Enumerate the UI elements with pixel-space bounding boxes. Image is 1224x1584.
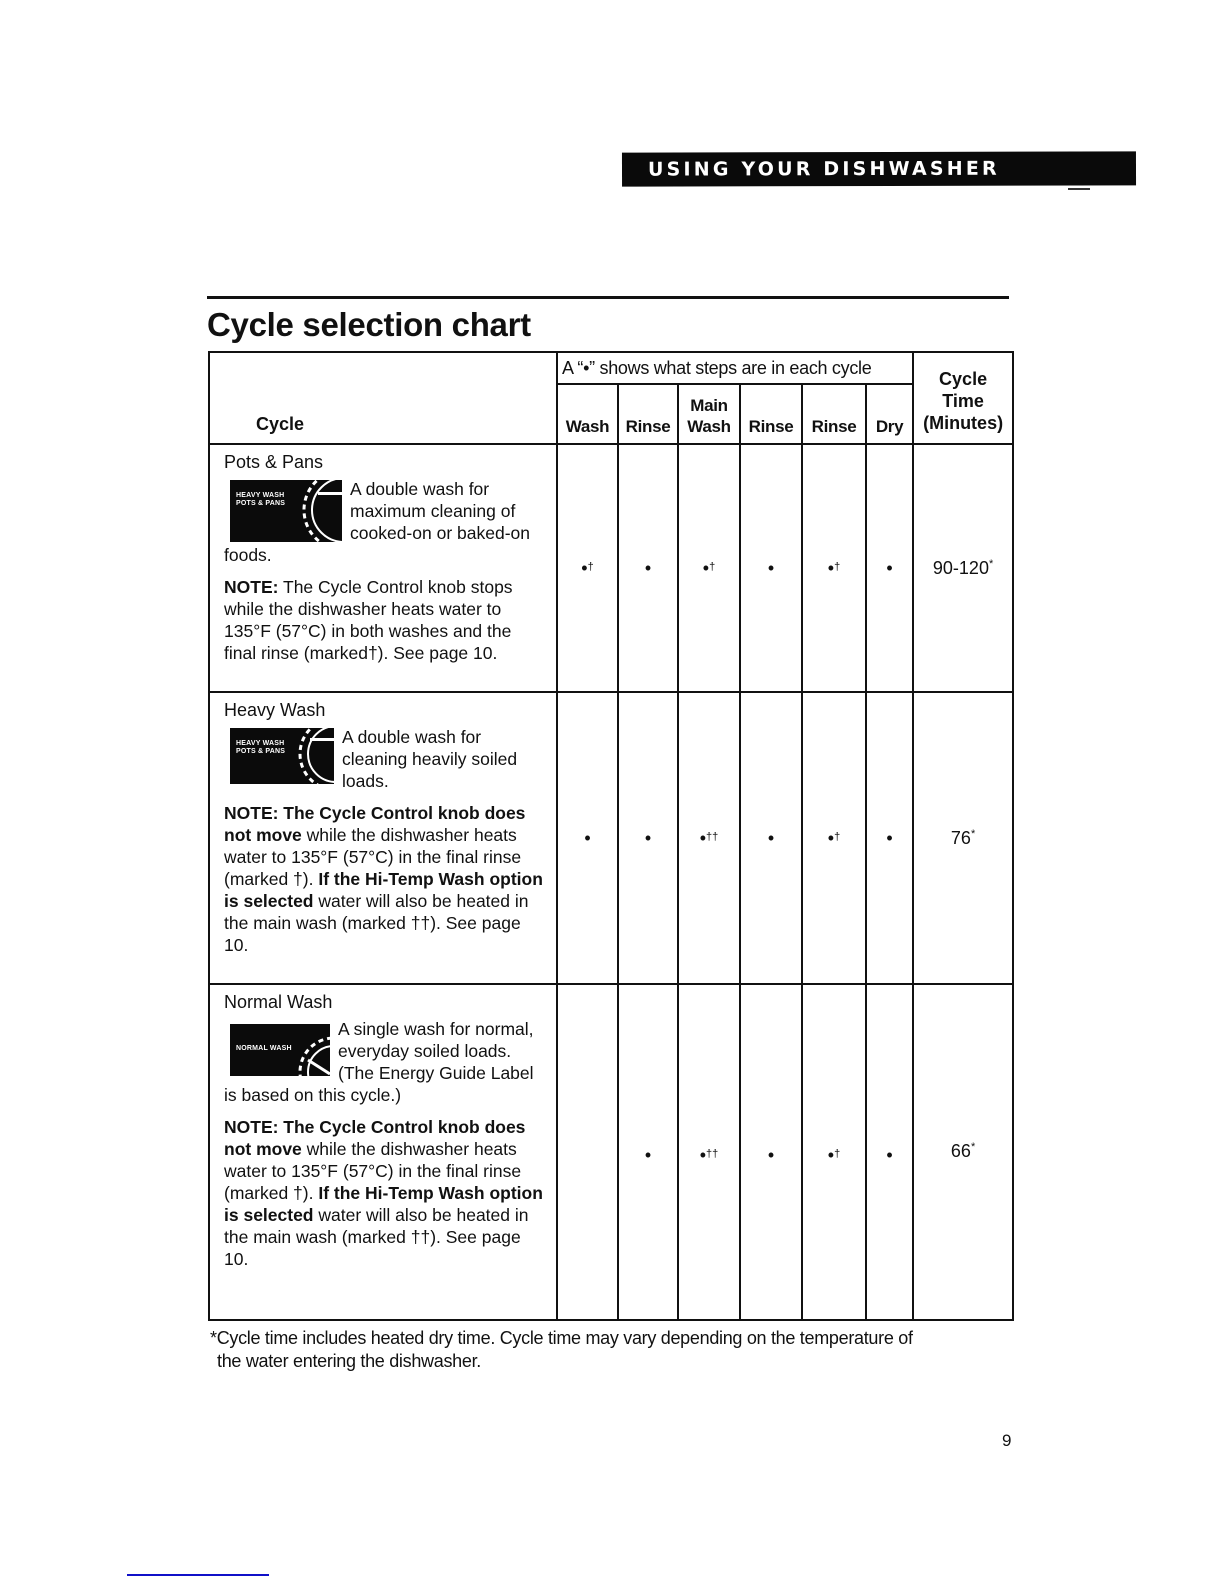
header-legend: A “•” shows what steps are in each cycle (557, 352, 913, 384)
title-rule (207, 296, 1009, 299)
step-mark (557, 984, 618, 1320)
step-mark: • (618, 692, 678, 984)
header-time-line3: (Minutes) (923, 413, 1004, 433)
step-mark: •† (557, 444, 618, 692)
step-mark: •†† (678, 692, 740, 984)
page-number: 9 (1002, 1431, 1012, 1450)
cycle-description-pots-pans (209, 444, 557, 692)
page-title: Cycle selection chart (207, 306, 531, 343)
footnote-line-2: the water entering the dishwasher. (217, 1351, 481, 1371)
header-time-line1: Cycle (939, 369, 988, 389)
header-step-rinse-1: Rinse (618, 384, 678, 444)
cycle-intro: A double wash for cleaning heavily soiled loads. (342, 727, 518, 791)
step-mark: •† (802, 692, 866, 984)
cycle-description-normal-wash (209, 984, 557, 1320)
step-mark: • (866, 444, 913, 692)
section-banner: USING YOUR DISHWASHER (622, 151, 1136, 186)
step-mark: • (740, 692, 802, 984)
header-step-dry: Dry (866, 384, 913, 444)
step-mark: • (618, 444, 678, 692)
decorative-dash (1068, 188, 1090, 190)
cycle-time-value: 66* (913, 984, 1013, 1320)
cycle-name: Heavy Wash (224, 700, 326, 720)
step-mark: •† (802, 444, 866, 692)
heavy-wash-dial-icon: HEAVY WASH POTS & PANS (230, 480, 342, 542)
step-mark: •†† (678, 984, 740, 1320)
step-mark: • (866, 984, 913, 1320)
cycle-note: NOTE: The Cycle Control knob does not move while the dishwasher heats water to 135°F (57°C) in the final rinse (marked †). If the Hi-Temp Wash option is selected water will also be heated in the main wash (marked ††). See page 10. (224, 1117, 543, 1269)
bottom-rule (127, 1574, 269, 1576)
cycle-time-value: 90-120* (913, 444, 1013, 692)
table-row (209, 444, 1013, 692)
step-mark: • (866, 692, 913, 984)
step-mark: • (740, 984, 802, 1320)
cycle-intro: A double wash for maximum cleaning of cooked-on or baked-on foods. (224, 479, 530, 565)
step-mark: •† (678, 444, 740, 692)
header-step-rinse-2: Rinse (740, 384, 802, 444)
table-row (209, 692, 1013, 984)
heavy-wash-dial-icon: HEAVY WASH POTS & PANS (230, 728, 334, 784)
step-mark: •† (802, 984, 866, 1320)
footnote (210, 1327, 1010, 1373)
header-cycle: Cycle (209, 352, 557, 444)
cycle-note: NOTE: The Cycle Control knob does not move while the dishwasher heats water to 135°F (57°C) in the final rinse (marked †). If the Hi-Temp Wash option is selected water will also be heated in the main wash (marked ††). See page 10. (224, 803, 543, 955)
cycle-selection-table (208, 351, 1014, 1321)
header-step-rinse-3: Rinse (802, 384, 866, 444)
cycle-time-value: 76* (913, 692, 1013, 984)
cycle-intro: A single wash for normal, everyday soiled loads. (The Energy Guide Label is based on this cycle.) (224, 1019, 534, 1105)
header-time-line2: Time (942, 391, 984, 411)
cycle-name: Pots & Pans (224, 452, 324, 472)
cycle-description-heavy-wash (209, 692, 557, 984)
table-header-row-1 (209, 352, 1013, 384)
normal-wash-dial-icon: NORMAL WASH (230, 1024, 330, 1076)
cycle-name: Normal Wash (224, 992, 333, 1012)
table-row (209, 984, 1013, 1320)
cycle-note: NOTE: The Cycle Control knob stops while the dishwasher heats water to 135°F (57°C) in both washes and the final rinse (marked†). See page 10. (224, 577, 513, 663)
step-mark: • (557, 692, 618, 984)
header-cycle-time (913, 352, 1013, 444)
header-step-wash: Wash (557, 384, 618, 444)
step-mark: • (740, 444, 802, 692)
header-step-main-wash: Main Wash (678, 384, 740, 444)
footnote-line-1: *Cycle time includes heated dry time. Cycle time may vary depending on the temperature of (210, 1328, 913, 1348)
step-mark: • (618, 984, 678, 1320)
